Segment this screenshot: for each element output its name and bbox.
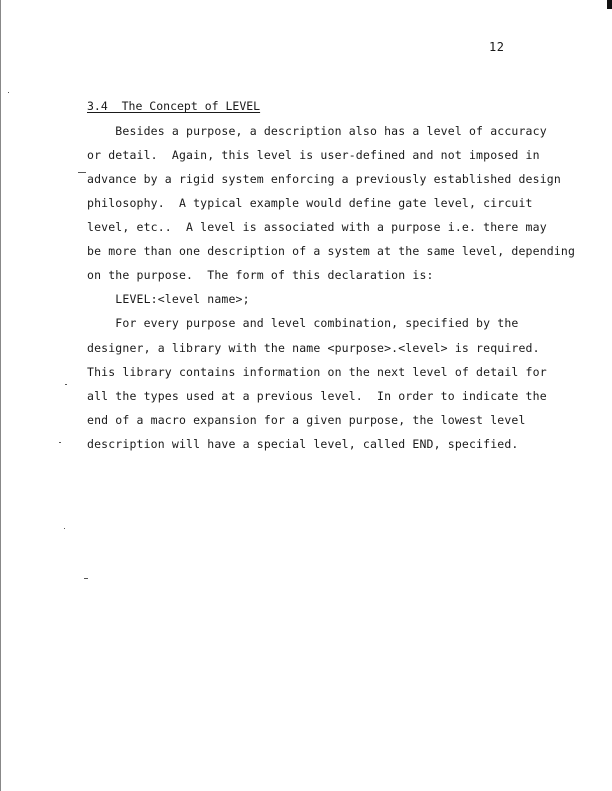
body-line-10: designer, a library with the name <purpose>.<level> is required. [87, 341, 540, 355]
body-line-9: For every purpose and level combination, specified by the [87, 316, 519, 330]
body-line-2: or detail. Again, this level is user-defined and not imposed in [87, 148, 540, 162]
page-number: 12 [489, 40, 505, 54]
scan-speck [59, 442, 61, 443]
scan-speck [8, 92, 9, 93]
body-line-3: advance by a rigid system enforcing a previously established design [87, 172, 561, 186]
body-line-14: description will have a special level, called END, specified. [87, 437, 519, 451]
scan-speck [64, 528, 65, 529]
body-line-6: be more than one description of a system at the same level, depending [87, 244, 576, 258]
body-line-7: on the purpose. The form of this declaration is: [87, 268, 434, 282]
body-line-13: end of a macro expansion for a given purpose, the lowest level [87, 413, 526, 427]
scan-corner-mark [607, 0, 612, 9]
body-line-8: LEVEL:<level name>; [87, 292, 250, 306]
body-line-5: level, etc.. A level is associated with a purpose i.e. there may [87, 220, 547, 234]
scan-speck [78, 172, 86, 173]
scan-left-edge [0, 0, 1, 791]
body-line-1: Besides a purpose, a description also has a level of accuracy [87, 124, 547, 138]
body-line-4: philosophy. A typical example would define gate level, circuit [87, 196, 533, 210]
body-line-12: all the types used at a previous level. In order to indicate the [87, 389, 547, 403]
scan-speck [65, 384, 67, 385]
scan-speck [84, 578, 88, 579]
body-line-11: This library contains information on the next level of detail for [87, 365, 547, 379]
section-heading: 3.4 The Concept of LEVEL [87, 99, 261, 113]
